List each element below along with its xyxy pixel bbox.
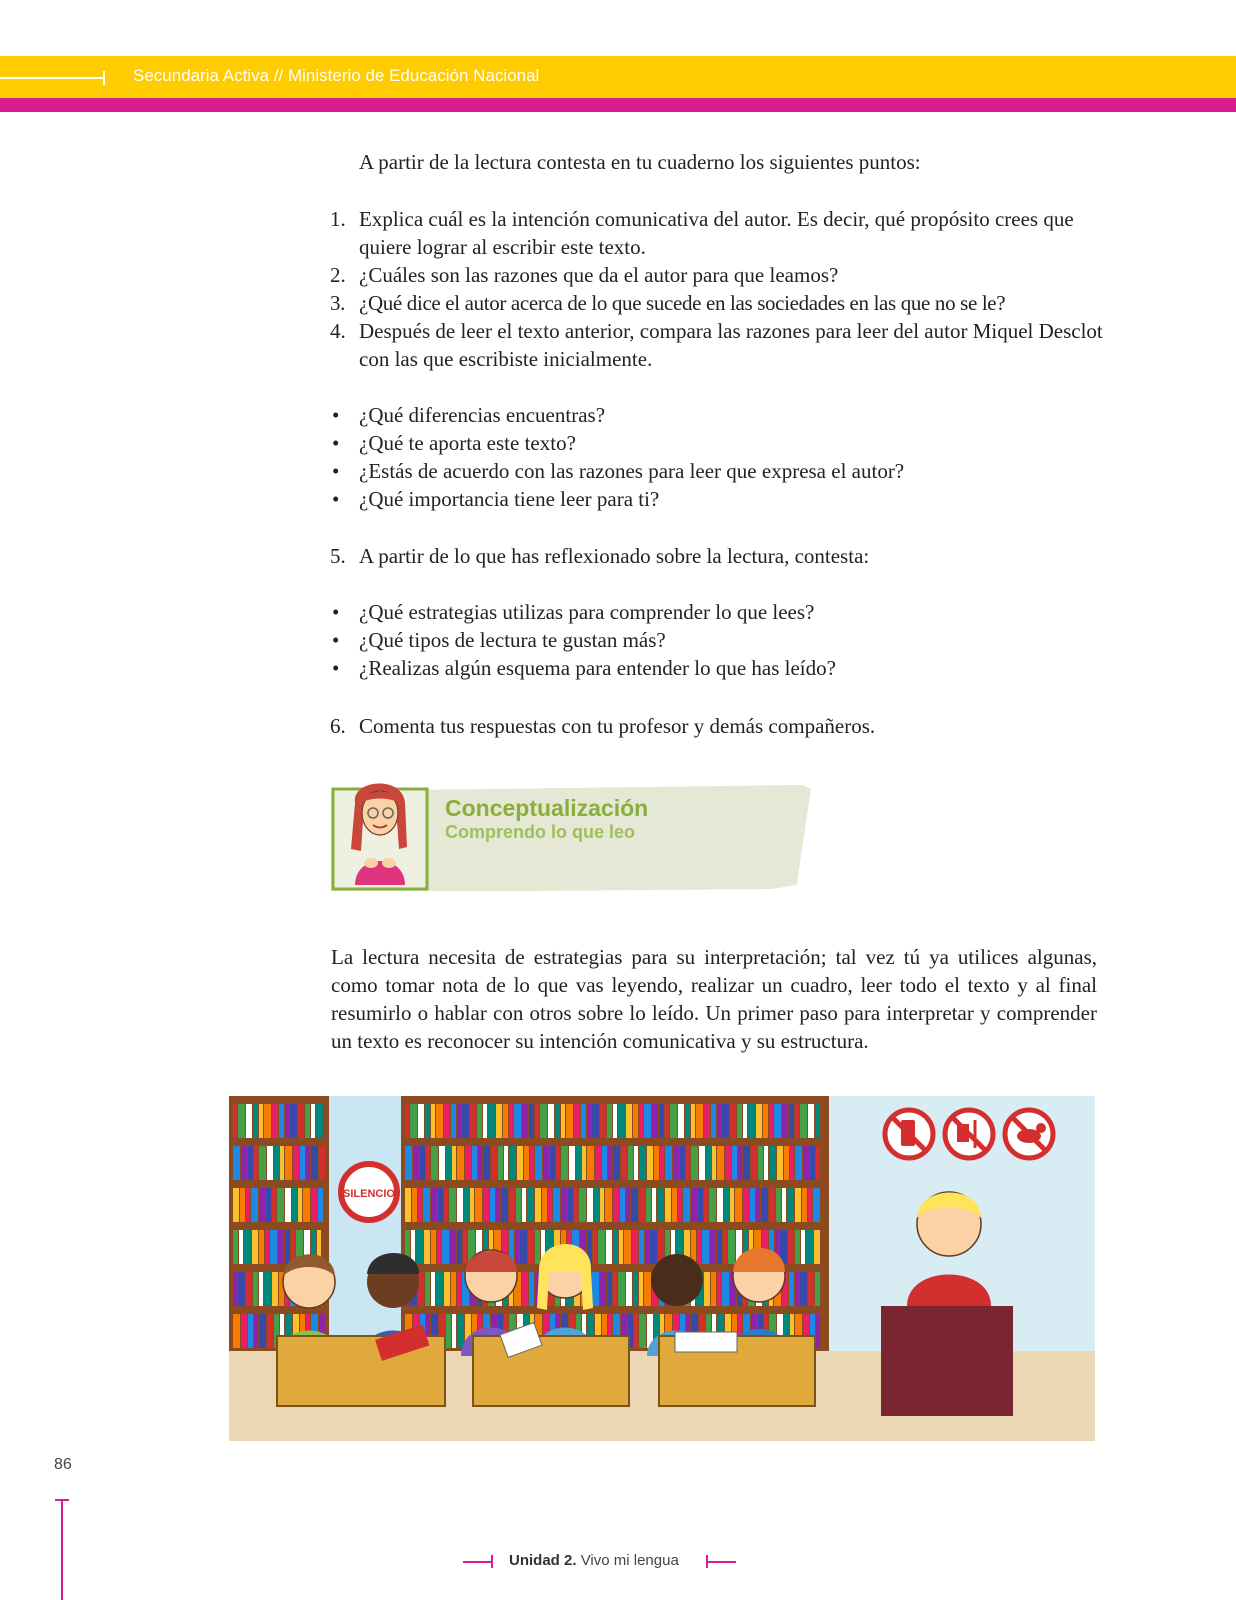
teacher-avatar-icon: [341, 773, 421, 893]
header-title: Secundaria Activa // Ministerio de Educación Nacional: [133, 66, 540, 85]
body-paragraph: La lectura necesita de estrategias para su interpretación; tal vez tú ya utilices algunas, como tomar nota de lo que vas leyendo, realizar un cuadro, leer todo el texto y al final resumirlo o hablar con otros sobre lo leído. Un primer paso para interpretar y comprender un texto es reconocer su intención comunicativa y su estructura.: [331, 945, 1097, 1053]
list-item: • ¿Qué estrategias utilizas para comprender lo que lees?: [332, 600, 815, 624]
header-stripe: [0, 98, 1236, 112]
banner-subtitle: Comprendo lo que leo: [445, 822, 636, 842]
footer: [463, 1550, 743, 1574]
list-item: • ¿Realizas algún esquema para entender lo que has leído?: [332, 656, 836, 680]
no-food-icon: [945, 1110, 993, 1158]
silence-sign-text: SILENCIO: [343, 1188, 395, 1200]
list-item: • ¿Estás de acuerdo con las razones para leer que expresa el autor?: [332, 459, 905, 483]
margin-rule: [61, 1499, 63, 1600]
list-item-6: 6. Comenta tus respuestas con tu profesor y demás compañeros.: [330, 714, 876, 738]
list-item: 4. Después de leer el texto anterior, compara las razones para leer del autor Miquel Desclot con las que escribiste inicialmente.: [330, 319, 1103, 371]
no-dogs-icon: [1005, 1110, 1053, 1158]
list-item: • ¿Qué tipos de lectura te gustan más?: [332, 628, 666, 652]
bullet-list-a: [330, 401, 1110, 513]
list-item: 2. ¿Cuáles son las razones que da el autor para que leamos?: [330, 263, 839, 287]
librarian-counter: [881, 1306, 1013, 1416]
header-rule: [0, 77, 104, 79]
list-item: 3. ¿Qué dice el autor acerca de lo que sucede en las sociedades en las que no se le?: [330, 291, 1006, 315]
library-illustration: [229, 1096, 1095, 1441]
list-item: 1. Explica cuál es la intención comunicativa del autor. Es decir, qué propósito crees que quiere lograr al escribir este texto.: [330, 207, 1074, 259]
list-item: • ¿Qué diferencias encuentras?: [332, 403, 606, 427]
bullet-list-b: [330, 598, 1110, 682]
no-phone-icon: [885, 1110, 933, 1158]
header-rule-tick: [103, 71, 105, 85]
list-item: • ¿Qué te aporta este texto?: [332, 431, 576, 455]
list-item: • ¿Qué importancia tiene leer para ti?: [332, 487, 660, 511]
intro-text: A partir de la lectura contesta en tu cuaderno los siguientes puntos:: [359, 150, 921, 174]
list-item-5: 5. A partir de lo que has reflexionado sobre la lectura, contesta:: [330, 544, 870, 568]
footer-label: Unidad 2. Vivo mi lengua: [509, 1552, 679, 1569]
page-number: 86: [54, 1456, 72, 1473]
numbered-list-a: [330, 205, 1110, 373]
banner-title: Conceptualización: [445, 795, 649, 821]
desks: [277, 1323, 815, 1406]
